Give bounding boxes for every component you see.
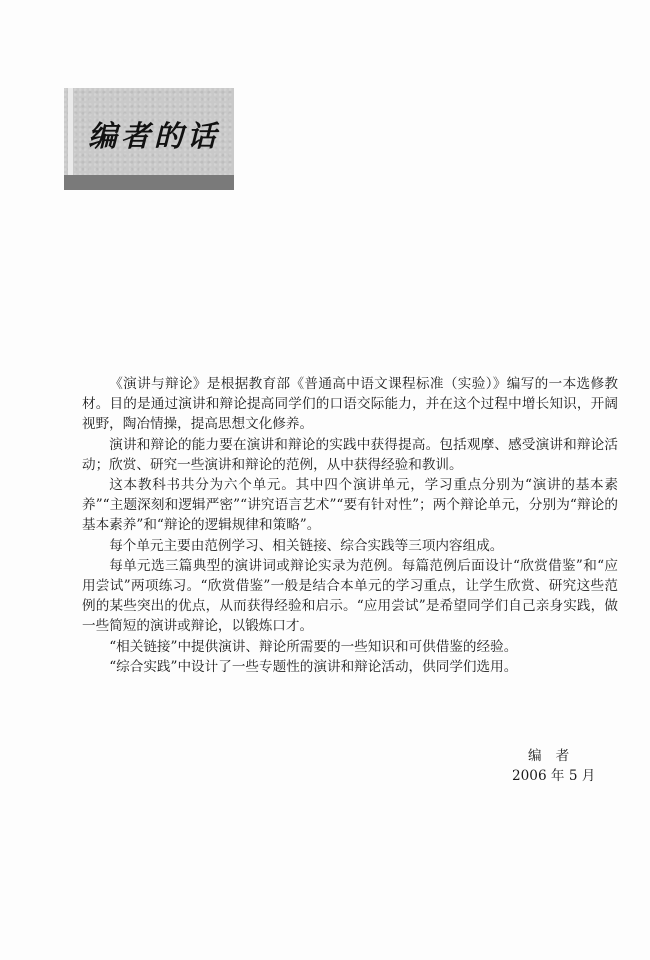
signature-author: 编者 [528,748,584,764]
banner-dark-band [64,175,234,190]
paragraph-practice: 演讲和辩论的能力要在演讲和辩论的实践中获得提高。包括观摩、感受演讲和辩论活动；欣赏、研究一些演讲和辩论的范例，从中获得经验和教训。 [82,436,618,473]
body-text [82,374,618,677]
paragraph-practice-activities: “综合实践”中设计了一些专题性的演讲和辩论活动，供同学们选用。 [109,658,518,675]
paragraph-links: “相关链接”中提供演讲、辩论所需要的一些知识和可供借鉴的经验。 [109,638,518,655]
title-banner [64,88,234,190]
paragraph-intro: 《演讲与辩论》是根据教育部《普通高中语文课程标准（实验）》编写的一本选修教材。目的是通过演讲和辩论提高同学们的口语交际能力，并在这个过程中增长知识，开阔视野，陶冶情操，提高思想文化修养。 [82,376,618,433]
banner-light-strip [68,88,73,176]
paragraph-unit-components: 每个单元主要由范例学习、相关链接、综合实践等三项内容组成。 [109,537,504,554]
paragraph-examples: 每单元选三篇典型的演讲词或辩论实录为范例。每篇范例后面设计“欣赏借鉴”和“应用尝试”两项练习。“欣赏借鉴”一般是结合本单元的学习重点，让学生欣赏、研究这些范例的某些突出的优点，从而获得经验和启示。“应用尝试”是希望同学们自己亲身实践，做一些简短的演讲或辩论，以锻炼口才。 [82,557,618,635]
signature-date: 2006 年 5 月 [512,768,596,784]
paragraph-units: 这本教科书共分为六个单元。其中四个演讲单元，学习重点分别为“演讲的基本素养”“主题深刻和逻辑严密”“讲究语言艺术”“要有针对性”；两个辩论单元，分别为“辩论的基本素养”和“辩论的逻辑规律和策略”。 [82,477,618,534]
signature-block [500,746,620,786]
page-title: 编者的话 [88,119,221,153]
